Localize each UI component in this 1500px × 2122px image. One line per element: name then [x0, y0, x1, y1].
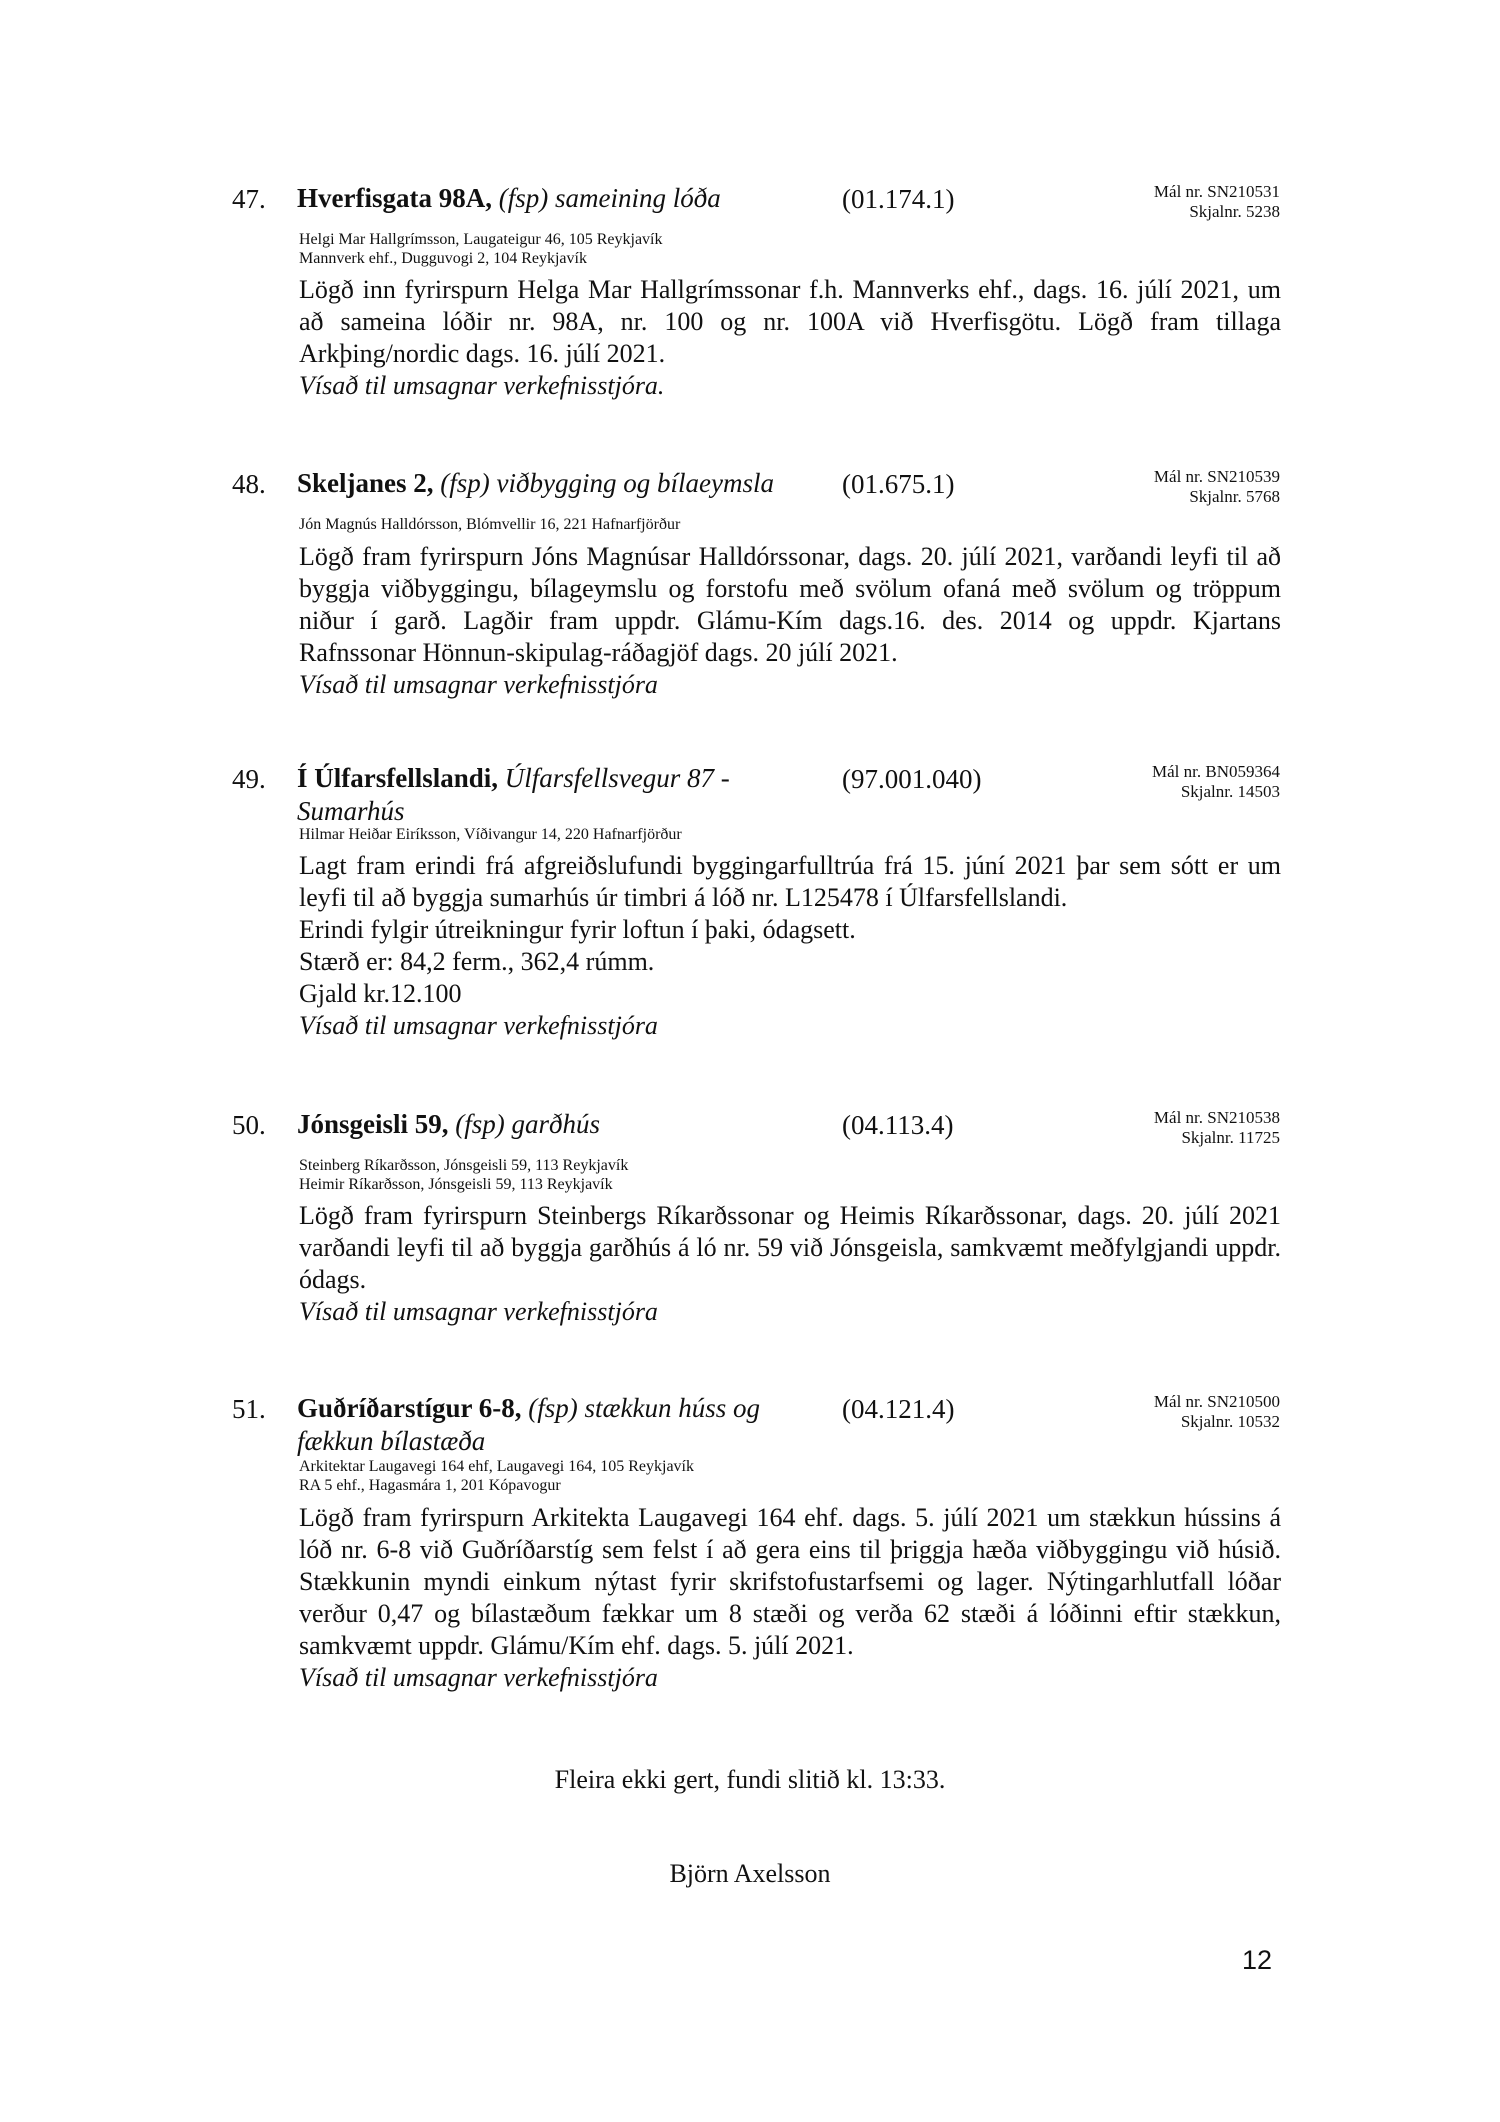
item-conclusion: Vísað til umsagnar verkefnisstjóra	[299, 670, 658, 699]
land-number: (97.001.040)	[842, 764, 982, 794]
applicant: Helgi Mar Hallgrímsson, Laugateigur 46, 105 Reykjavík	[299, 231, 663, 248]
item-number: 50.	[232, 1110, 266, 1140]
item-title	[297, 467, 797, 500]
doc-number: Skjalnr. 5238	[1189, 202, 1280, 221]
item-conclusion: Vísað til umsagnar verkefnisstjóra	[299, 1663, 658, 1692]
page-number: 12	[1242, 1945, 1273, 1975]
item-address: Guðríðarstígur 6-8,	[297, 1393, 522, 1423]
item-description: Lögð fram fyrirspurn Jóns Magnúsar Halldórssonar, dags. 20. júlí 2021, varðandi leyfi til að byggja viðbyggingu, bílageymslu og forstofu með svölum ofaná með svölum og tröppum niður í garð. Lagðir fram uppdr. Glámu-Kím dags.16. des. 2014 og uppdr. Kjartans Rafnssonar Hönnun-skipulag-ráðagjöf dags. 20 júlí 2021.	[299, 542, 1281, 667]
case-reference	[1154, 1108, 1280, 1148]
applicants	[299, 825, 1199, 844]
item-address: Jónsgeisli 59,	[297, 1109, 449, 1139]
doc-number: Skjalnr. 10532	[1180, 1412, 1280, 1431]
closing-statement: Fleira ekki gert, fundi slitið kl. 13:33.	[554, 1765, 946, 1794]
item-address: Í Úlfarsfellslandi,	[297, 763, 499, 793]
applicant: RA 5 ehf., Hagasmára 1, 201 Kópavogur	[299, 1477, 561, 1494]
item-number: 47.	[232, 184, 266, 214]
applicant: Hilmar Heiðar Eiríksson, Víðivangur 14, 220 Hafnarfjörður	[299, 826, 682, 843]
case-reference	[1154, 1392, 1280, 1432]
land-number: (04.121.4)	[842, 1394, 955, 1424]
doc-number: Skjalnr. 5768	[1189, 487, 1280, 506]
item-description: Lögð inn fyrirspurn Helga Mar Hallgrímssonar f.h. Mannverks ehf., dags. 16. júlí 2021, um að sameina lóðir nr. 98A, nr. 100 og nr. 100A við Hverfisgötu. Lögð fram tillaga Arkþing/nordic dags. 16. júlí 2021.	[299, 275, 1281, 368]
item-description: Lögð fram fyrirspurn Arkitekta Laugavegi 164 ehf. dags. 5. júlí 2021 um stækkun hússins á lóð nr. 6-8 við Guðríðarstíg sem felst í að gera eins til þriggja hæða viðbyggingu við húsið. Stækkunin myndi einkum nýtast fyrir skrifstofustarfsemi og lager. Nýtingarhlutfall lóðar verður 0,47 og bílastæðum fækkar um 8 stæði og verða 62 stæði á lóðinni eftir stækkun, samkvæmt uppdr. Glámu/Kím ehf. dags. 5. júlí 2021.	[299, 1503, 1281, 1660]
item-title	[297, 762, 767, 828]
item-subject: (fsp) sameining lóða	[491, 183, 721, 213]
item-title	[297, 1392, 797, 1458]
land-number: (01.675.1)	[842, 469, 955, 499]
item-conclusion: Vísað til umsagnar verkefnisstjóra	[299, 1011, 658, 1040]
item-description: Lagt fram erindi frá afgreiðslufundi byggingarfulltrúa frá 15. júní 2021 þar sem sótt er um leyfi til að byggja sumarhús úr timbri á lóð nr. L125478 í Úlfarsfellslandi.	[299, 851, 1281, 912]
case-number: Mál nr. SN210500	[1153, 1392, 1280, 1411]
item-description: Erindi fylgir útreikningur fyrir loftun í þaki, ódagsett.	[299, 915, 856, 944]
item-fee: Gjald kr.12.100	[299, 979, 462, 1008]
case-number: Mál nr. SN210538	[1153, 1108, 1280, 1127]
item-number: 49.	[232, 764, 266, 794]
item-subject: Úlfarsfellsvegur 87 - Sumarhús	[297, 763, 730, 826]
item-description: Lögð fram fyrirspurn Steinbergs Ríkarðssonar og Heimis Ríkarðssonar, dags. 20. júlí 2021 varðandi leyfi til að byggja garðhús á ló nr. 59 við Jónsgeisla, samkvæmt meðfylgjandi uppdr. ódags.	[299, 1201, 1281, 1294]
item-body	[299, 850, 1281, 1042]
applicant: Jón Magnús Halldórsson, Blómvellir 16, 221 Hafnarfjörður	[299, 516, 681, 533]
applicant: Mannverk ehf., Dugguvogi 2, 104 Reykjavík	[299, 250, 587, 267]
applicant: Arkitektar Laugavegi 164 ehf, Laugavegi 164, 105 Reykjavík	[299, 1458, 694, 1475]
signature: Björn Axelsson	[669, 1859, 831, 1888]
land-number: (01.174.1)	[842, 184, 955, 214]
case-reference	[1154, 182, 1280, 222]
applicants	[299, 515, 1199, 534]
item-address: Skeljanes 2,	[297, 468, 434, 498]
applicant: Heimir Ríkarðsson, Jónsgeisli 59, 113 Reykjavík	[299, 1176, 613, 1193]
item-number: 51.	[232, 1394, 266, 1424]
item-size: Stærð er: 84,2 ferm., 362,4 rúmm.	[299, 947, 655, 976]
applicants	[299, 1457, 1199, 1495]
case-number: Mál nr. SN210539	[1153, 467, 1280, 486]
case-number: Mál nr. SN210531	[1153, 182, 1280, 201]
applicants	[299, 1156, 1199, 1194]
item-body	[299, 1200, 1281, 1328]
applicant: Steinberg Ríkarðsson, Jónsgeisli 59, 113 Reykjavík	[299, 1157, 629, 1174]
applicants	[299, 230, 1199, 268]
item-body	[299, 274, 1281, 402]
doc-number: Skjalnr. 14503	[1180, 782, 1280, 801]
item-body	[299, 1502, 1281, 1694]
item-subject: (fsp) garðhús	[448, 1109, 601, 1139]
item-body	[299, 541, 1281, 701]
item-address: Hverfisgata 98A,	[297, 183, 492, 213]
item-conclusion: Vísað til umsagnar verkefnisstjóra	[299, 1297, 658, 1326]
case-number: Mál nr. BN059364	[1152, 762, 1280, 781]
land-number: (04.113.4)	[842, 1110, 954, 1140]
item-title	[297, 1108, 797, 1141]
item-number: 48.	[232, 469, 266, 499]
item-title	[297, 182, 797, 215]
item-subject: (fsp) viðbygging og bílaeymsla	[433, 468, 774, 498]
doc-number: Skjalnr. 11725	[1181, 1128, 1280, 1147]
case-reference	[1154, 467, 1280, 507]
case-reference	[1152, 762, 1280, 802]
item-conclusion: Vísað til umsagnar verkefnisstjóra.	[299, 371, 665, 400]
item-subject: (fsp) stækkun húss og fækkun bílastæða	[297, 1393, 760, 1456]
